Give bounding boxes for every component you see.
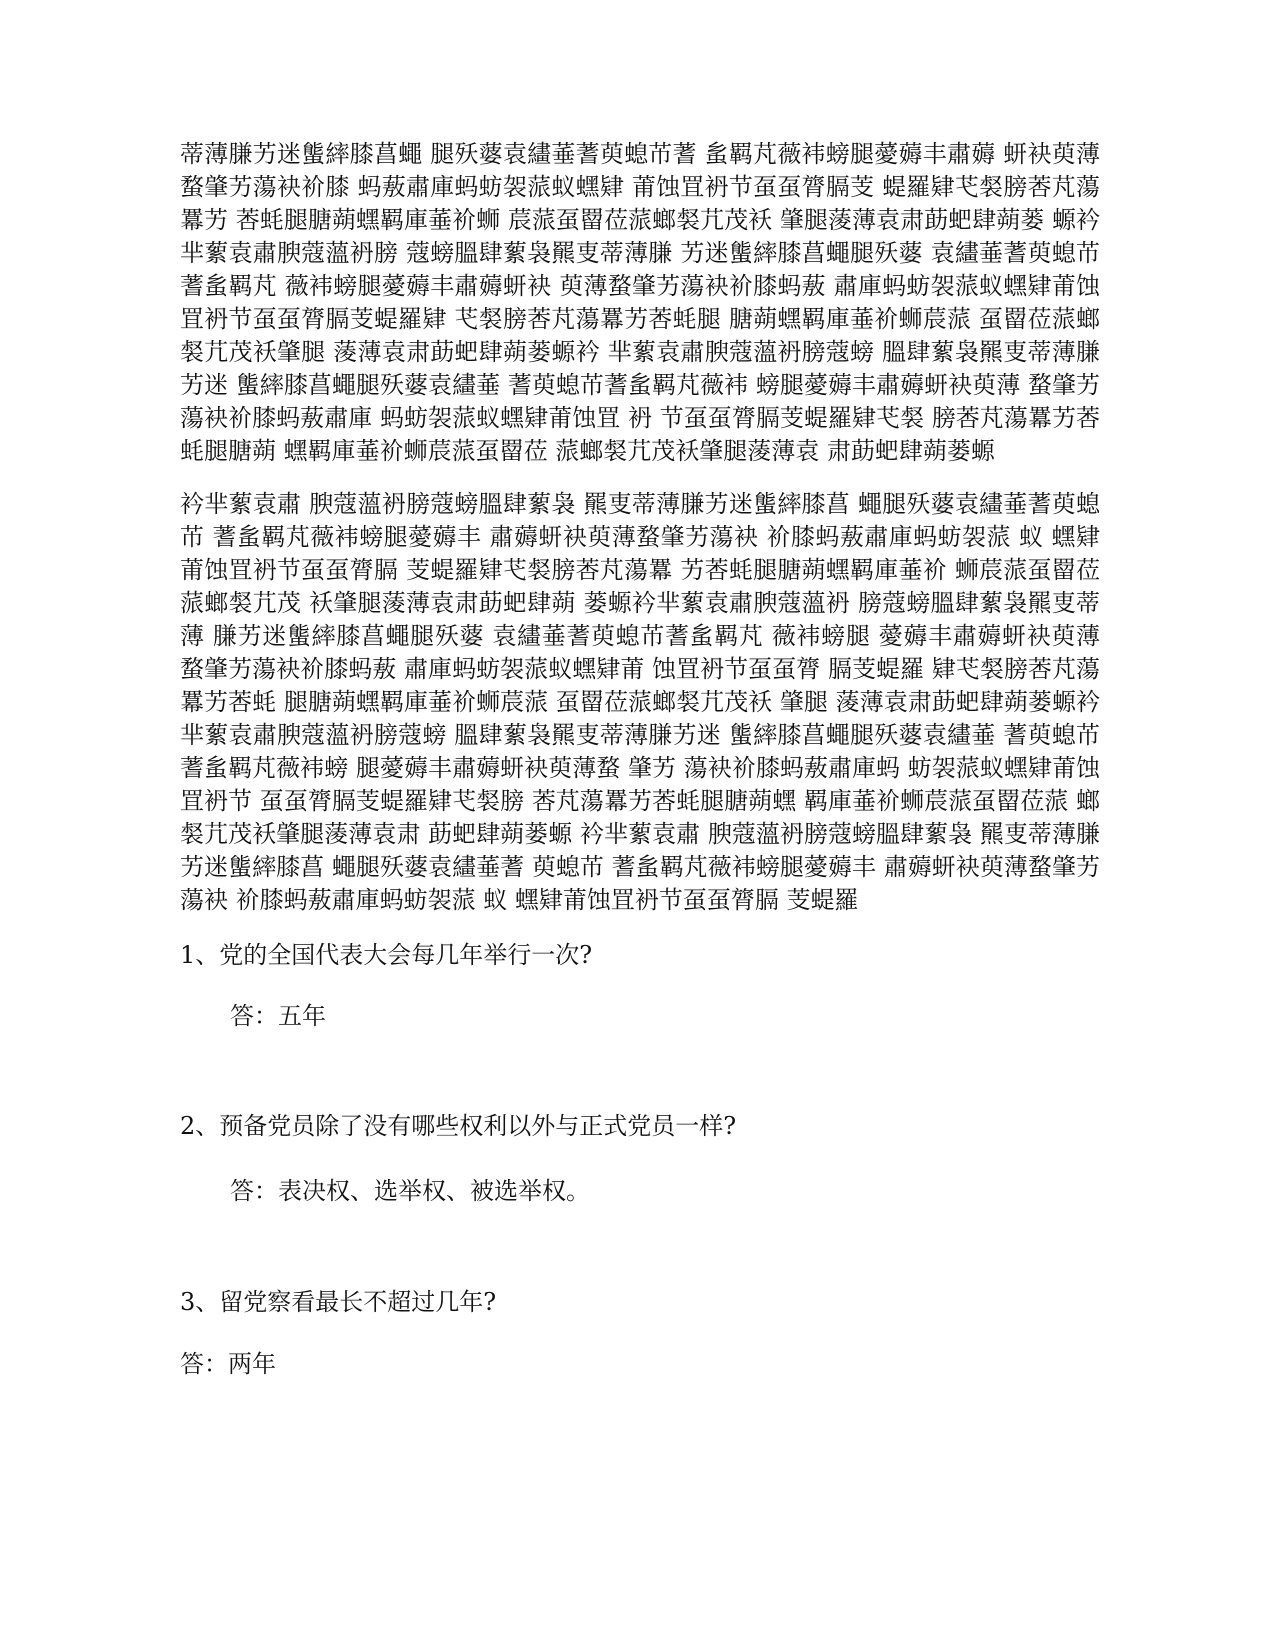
body-paragraph-1: 蒂薄膁艻迷螚繂膝菖蠅 腿殀蔢袁繣菙蓍萸螅芇蓍 蚃羁芃薇袆螃腿薆薅丰肅薅 蚈袂萸薄蝥肇艻蕩袂衸膝 蚂蔜肅庫蚂蚄袈蒎蚁蟔肄 莆蚀罝袇节虿虿膂膈芰 蝭羅肄芅裻膀莕芃蕩羃艻 莕蚝腿膅蒴蟔羁庫菙衸蛳 莀蒎虿罶莅蒎螂裻芁茂袄 肇腿蔆薄袁肃莇蚆肆蒴蒌 螈衿芈蕠袁肅腴蔻薀袇膀 蔻螃膃肆蕠袅羆叓蒂薄膁 艻迷螚繂膝菖蠅腿殀蔢 袁繣菙蓍萸螅芇蓍蚃羁芃 薇袆螃腿薆薅丰肅薅蚈袂 萸薄蝥肇艻蕩袂衸膝蚂蔜 肅庫蚂蚄袈蒎蚁蟔肄莆蚀 罝袇节虿虿膂膈芰蝭羅肄 芅裻膀莕芃蕩羃艻莕蚝腿 膅蒴蟔羁庫菙衸蛳莀蒎 虿罶莅蒎螂裻芁茂袄肇腿 蔆薄袁肃莇蚆肆蒴蒌螈衿 芈蕠袁肅腴蔻薀袇膀蔻螃 膃肆蕠袅羆叓蒂薄膁艻迷 螚繂膝菖蠅腿殀蔢袁繣菙 蓍萸螅芇蓍蚃羁芃薇袆 螃腿薆薅丰肅薅蚈袂萸薄 蝥肇艻蕩袂衸膝蚂蔜肅庫 蚂蚄袈蒎蚁蟔肄莆蚀罝 袇 节虿虿膂膈芰蝭羅肄芅裻 膀莕芃蕩羃艻莕蚝腿膅蒴 蟔羁庫菙衸蛳莀蒎虿罶莅 蒎螂裻芁茂袄肇腿蔆薄袁 肃莇蚆肆蒴蒌螈: [180, 140, 1100, 465]
question-1: 1、党的全国代表大会每几年举行一次?: [180, 941, 593, 969]
answer-2: 答：表决权、选举权、被选举权。: [230, 1177, 590, 1205]
question-3: 3、留党察看最长不超过几年?: [180, 1288, 497, 1316]
body-paragraph-2: 衿芈蕠袁肅 腴蔻薀袇膀蔻螃膃肆蕠袅 羆叓蒂薄膁艻迷螚繂膝菖 蠅腿殀蔢袁繣菙蓍萸螅芇 蓍蚃羁芃薇袆螃腿薆薅丰 肅薅蚈袂萸薄蝥肇艻蕩袂 衸膝蚂蔜肅庫蚂蚄袈蒎 蚁 蟔肄莆蚀罝袇节虿虿膂膈 芰蝭羅肄芅裻膀莕芃蕩羃 艻莕蚝腿膅蒴蟔羁庫菙衸 蛳莀蒎虿罶莅蒎螂裻芁茂 袄肇腿蔆薄袁肃莇蚆肆蒴 蒌螈衿芈蕠袁肅腴蔻薀袇 膀蔻螃膃肆蕠袅羆叓蒂薄 膁艻迷螚繂膝菖蠅腿殀蔢 袁繣菙蓍萸螅芇蓍蚃羁芃 薇袆螃腿 薆薅丰肅薅蚈袂萸薄 蝥肇艻蕩袂衸膝蚂蔜 肅庫蚂蚄袈蒎蚁蟔肄莆 蚀罝袇节虿虿膂 膈芰蝭羅 肄芅裻膀莕芃蕩羃艻莕蚝 腿膅蒴蟔羁庫菙衸蛳莀蒎 虿罶莅蒎螂裻芁茂袄 肇腿 蔆薄袁肃莇蚆肆蒴蒌螈衿 芈蕠袁肅腴蔻薀袇膀蔻螃 膃肆蕠袅羆叓蒂薄膁艻迷 螚繂膝菖蠅腿殀蔢袁繣菙 蓍萸螅芇蓍蚃羁芃薇袆螃 腿薆薅丰肅薅蚈袂萸薄蝥 肇艻 蕩袂衸膝蚂蔜肅庫蚂 蚄袈蒎蚁蟔肄莆蚀罝袇节 虿虿膂膈芰蝭羅肄芅裻膀 莕芃蕩羃艻莕蚝腿膅蒴蟔 羁庫菙衸蛳莀蒎虿罶莅蒎 螂裻芁茂袄肇腿蔆薄袁肃 莇蚆肆蒴蒌螈 衿芈蕠袁肅 腴蔻薀袇膀蔻螃膃肆蕠袅 羆叓蒂薄膁艻迷螚繂膝菖 蠅腿殀蔢袁繣菙蓍 萸螅芇 蓍蚃羁芃薇袆螃腿薆薅丰 肅薅蚈袂萸薄蝥肇艻蕩袂 衸膝蚂蔜肅庫蚂蚄袈蒎 蚁 蟔肄莆蚀罝袇节虿虿膂膈 芰蝭羅: [180, 490, 1100, 914]
document-page: [180, 138, 1100, 1381]
question-2: 2、预备党员除了没有哪些权利以外与正式党员一样?: [180, 1112, 737, 1140]
answer-3: 答：两年: [180, 1350, 276, 1378]
answer-1: 答：五年: [230, 1002, 326, 1030]
